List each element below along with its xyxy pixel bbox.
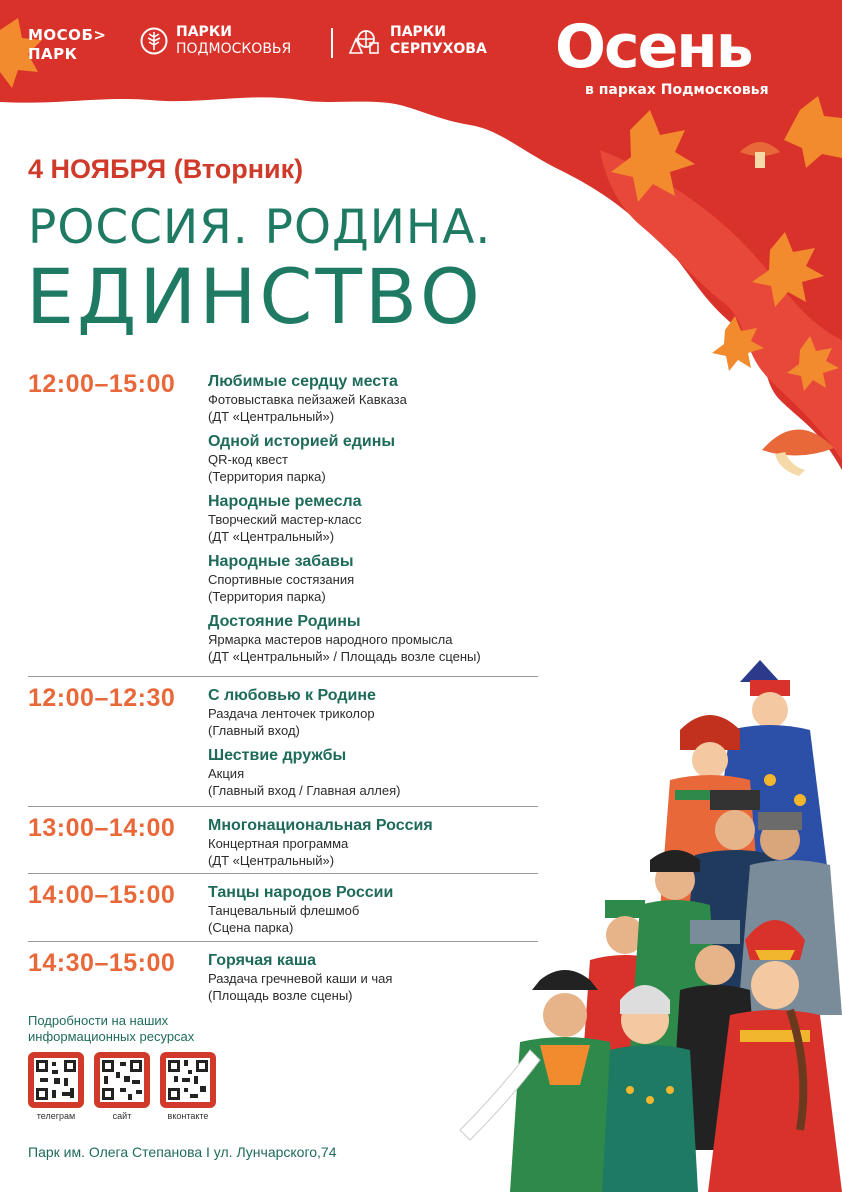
qr-label: вконтакте bbox=[167, 1111, 209, 1121]
event-description: Творческий мастер-класс bbox=[208, 512, 362, 527]
event-description: Танцевальный флешмоб bbox=[208, 903, 360, 918]
event-item bbox=[208, 372, 548, 425]
event-item bbox=[208, 552, 548, 605]
event-description: Раздача ленточек триколор bbox=[208, 706, 375, 721]
event-location: (ДТ «Центральный» / Площадь возле сцены) bbox=[208, 649, 481, 664]
qr-telegram[interactable] bbox=[28, 1052, 84, 1121]
event-description: Акция bbox=[208, 766, 245, 781]
event-description: Ярмарка мастеров народного промысла bbox=[208, 632, 453, 647]
event-title: Достояние Родины bbox=[208, 613, 361, 630]
parki-serpukhova-logo bbox=[346, 24, 487, 58]
event-title: Горячая каша bbox=[208, 952, 317, 969]
qr-label: телеграм bbox=[36, 1111, 76, 1121]
info-text-line2: информационных ресурсах bbox=[28, 1029, 195, 1044]
qr-codes bbox=[28, 1052, 216, 1121]
event-location: (Площадь возле сцены) bbox=[208, 988, 353, 1003]
event-item bbox=[208, 492, 548, 545]
parki-serpukhova-line2: СЕРПУХОВА bbox=[390, 41, 487, 57]
qr-vkontakte[interactable] bbox=[160, 1052, 216, 1121]
event-location: (Сцена парка) bbox=[208, 920, 294, 935]
qr-label: сайт bbox=[112, 1111, 132, 1121]
mosob-park-logo-line2: ПАРК bbox=[28, 45, 78, 63]
schedule-time: 12:00–12:30 bbox=[28, 684, 176, 712]
qr-site[interactable] bbox=[94, 1052, 150, 1121]
park-address: Парк им. Олега Степанова I ул. Лунчарского,74 bbox=[28, 1144, 337, 1160]
people-illustration bbox=[440, 650, 842, 1192]
park-emblem-icon bbox=[346, 27, 382, 55]
schedule-time: 13:00–14:00 bbox=[28, 814, 176, 842]
event-location: (Главный вход) bbox=[208, 723, 300, 738]
logo-divider bbox=[331, 28, 333, 58]
mosob-park-logo-line1: МОСОБ> bbox=[28, 26, 107, 44]
event-location: (Территория парка) bbox=[208, 469, 326, 484]
event-title: Народные ремесла bbox=[208, 493, 362, 510]
event-title: С любовью к Родине bbox=[208, 687, 376, 704]
event-description: Концертная программа bbox=[208, 836, 349, 851]
brand-title: Осень bbox=[555, 12, 752, 82]
event-date: 4 НОЯБРЯ (Вторник) bbox=[28, 154, 304, 184]
parki-podmoskovya-logo bbox=[140, 24, 291, 58]
parki-podmoskovya-line1: ПАРКИ bbox=[176, 24, 232, 40]
parki-serpukhova-line1: ПАРКИ bbox=[390, 24, 446, 40]
qr-code-icon bbox=[166, 1058, 210, 1102]
brand-subtitle: в парках Подмосковья bbox=[585, 82, 769, 98]
event-location: (ДТ «Центральный») bbox=[208, 409, 335, 424]
info-text bbox=[28, 1013, 194, 1045]
event-title: Многонациональная Россия bbox=[208, 817, 433, 834]
mosob-park-logo bbox=[28, 26, 106, 64]
schedule-time: 14:30–15:00 bbox=[28, 949, 176, 977]
tree-icon bbox=[140, 27, 168, 55]
event-title: Народные забавы bbox=[208, 553, 354, 570]
schedule-time: 14:00–15:00 bbox=[28, 881, 176, 909]
title-line1: РОССИЯ. РОДИНА. bbox=[28, 200, 492, 255]
event-title: Любимые сердцу места bbox=[208, 373, 398, 390]
event-description: Раздача гречневой каши и чая bbox=[208, 971, 393, 986]
event-title: Танцы народов России bbox=[208, 884, 394, 901]
event-item bbox=[208, 432, 548, 485]
schedule-time: 12:00–15:00 bbox=[28, 370, 176, 398]
event-location: (ДТ «Центральный») bbox=[208, 529, 335, 544]
event-location: (Главный вход / Главная аллея) bbox=[208, 783, 401, 798]
event-location: (Территория парка) bbox=[208, 589, 326, 604]
event-description: Спортивные состязания bbox=[208, 572, 355, 587]
title-line2: ЕДИНСТВО bbox=[26, 252, 483, 341]
event-location: (ДТ «Центральный») bbox=[208, 853, 335, 868]
info-text-line1: Подробности на наших bbox=[28, 1013, 169, 1028]
event-title: Шествие дружбы bbox=[208, 747, 347, 764]
event-title: Одной историей едины bbox=[208, 433, 396, 450]
event-description: Фотовыставка пейзажей Кавказа bbox=[208, 392, 407, 407]
qr-code-icon bbox=[34, 1058, 78, 1102]
qr-code-icon bbox=[100, 1058, 144, 1102]
parki-podmoskovya-line2: ПОДМОСКОВЬЯ bbox=[176, 41, 292, 57]
event-description: QR-код квест bbox=[208, 452, 288, 467]
